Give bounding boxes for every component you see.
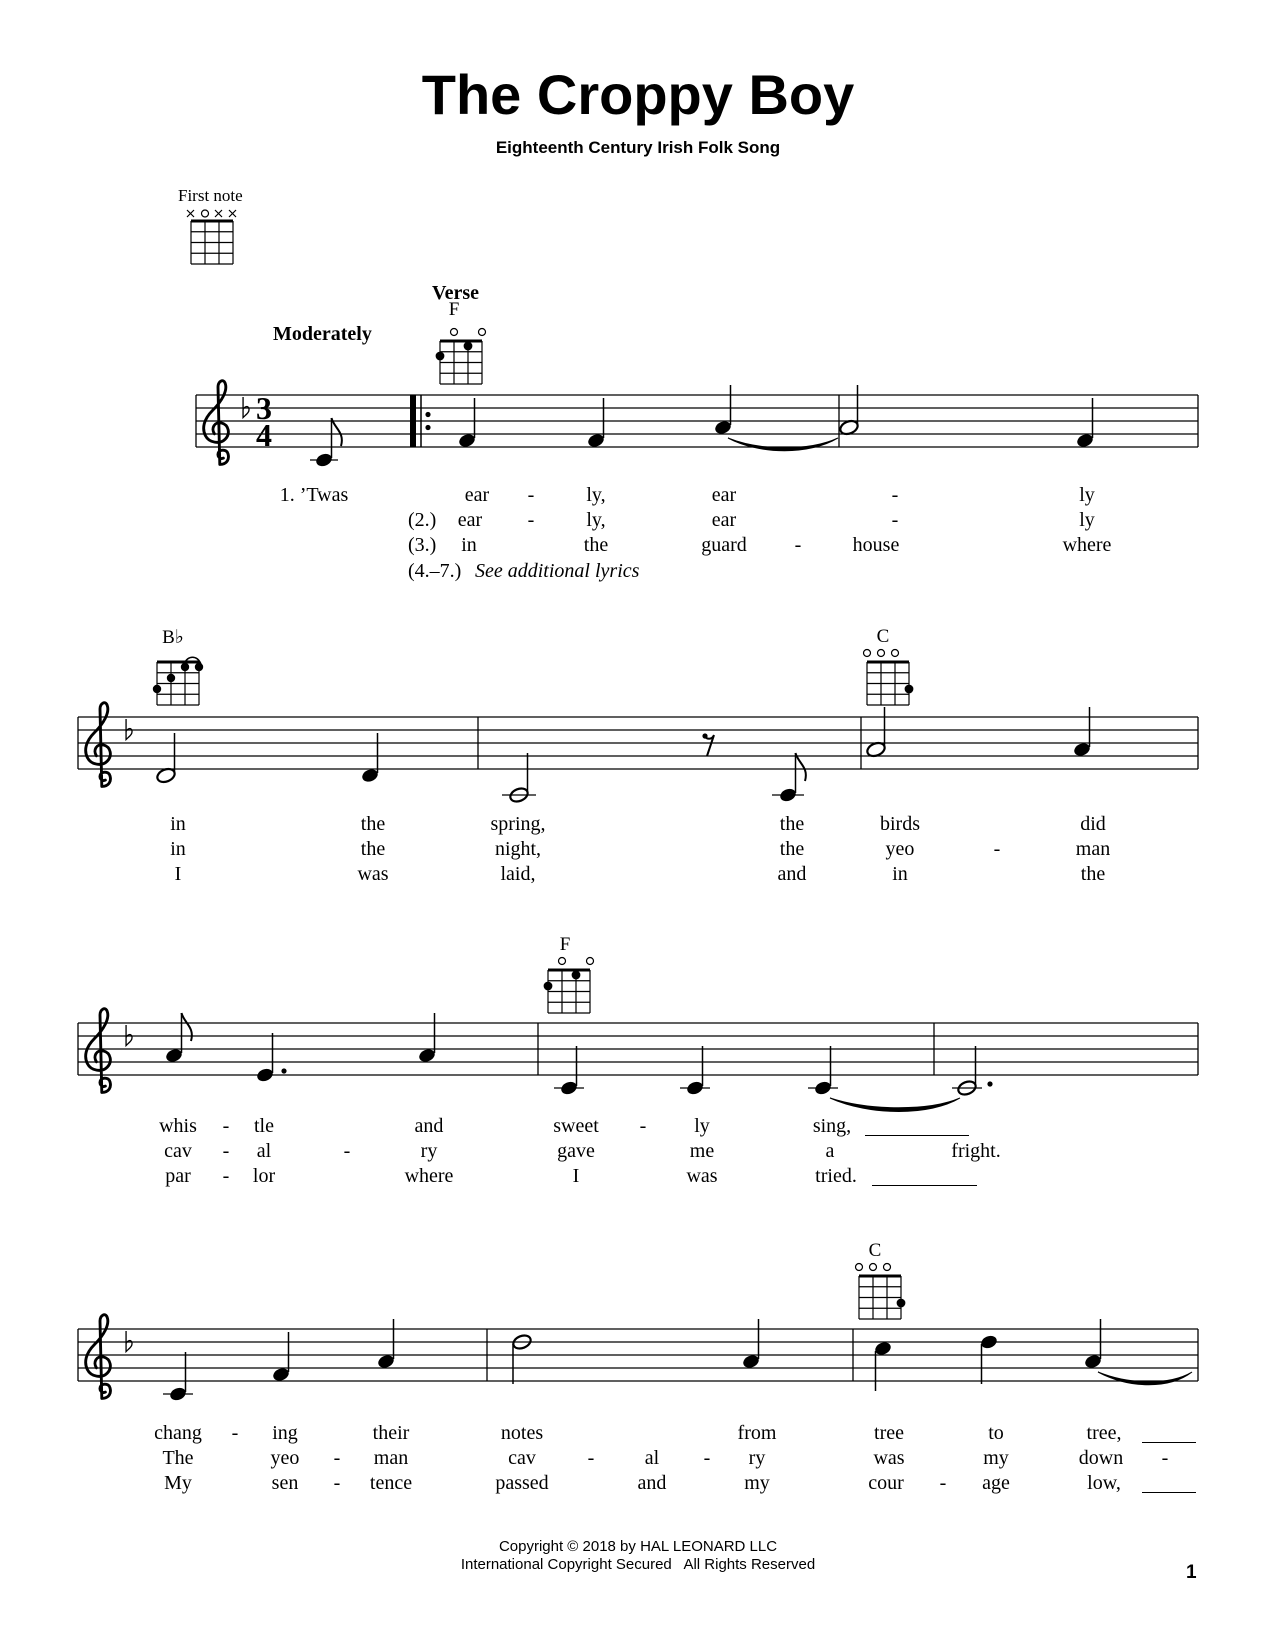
lyric-syllable: tree,	[1086, 1422, 1122, 1444]
lyric-syllable: ry	[748, 1447, 766, 1469]
lyric-hyphen: -	[527, 484, 535, 506]
lyric-extender-line	[1142, 1492, 1196, 1493]
lyric-verse-number: (2.)	[408, 509, 437, 531]
lyric-hyphen: -	[891, 509, 899, 531]
lyric-syllable: ear	[711, 509, 737, 531]
lyric-syllable: tle	[254, 1115, 274, 1137]
lyric-syllable: the	[779, 838, 805, 860]
chord-diagram-c	[864, 650, 913, 706]
lyric-syllable: the	[360, 813, 386, 835]
lyric-syllable: in	[461, 534, 477, 556]
lyric-syllable: did	[1080, 813, 1106, 835]
lyric-syllable: I	[572, 1165, 580, 1187]
copyright-footer	[0, 1538, 1276, 1574]
lyric-syllable: par	[165, 1165, 191, 1187]
lyric-syllable: the	[360, 838, 386, 860]
lyric-syllable: al	[256, 1140, 272, 1162]
lyric-syllable: 1. ’Twas	[279, 484, 349, 506]
lyric-syllable: from	[737, 1422, 777, 1444]
lyric-syllable: cav	[508, 1447, 536, 1469]
lyric-syllable: and	[414, 1115, 444, 1137]
lyric-hyphen: -	[222, 1140, 230, 1162]
lyric-syllable: ly	[1079, 509, 1095, 531]
lyric-syllable: ly,	[586, 509, 606, 531]
lyric-syllable: laid,	[500, 863, 536, 885]
lyric-syllable: cour	[868, 1472, 904, 1494]
lyric-syllable: in	[170, 813, 186, 835]
lyric-extender-line	[865, 1135, 969, 1136]
lyric-hyphen: -	[587, 1447, 595, 1469]
lyric-syllable: the	[779, 813, 805, 835]
lyric-hyphen: -	[222, 1165, 230, 1187]
lyric-syllable: I	[174, 863, 182, 885]
first-note-diagram	[187, 210, 236, 264]
lyric-syllable: yeo	[885, 838, 915, 860]
lyric-extender-line	[872, 1185, 977, 1186]
copyright-line: Copyright © 2018 by HAL LEONARD LLC	[498, 1538, 778, 1555]
lyric-hyphen: -	[794, 534, 802, 556]
chord-diagram-f	[544, 958, 593, 1014]
staff-system-1	[196, 381, 1198, 469]
lyric-syllable: ing	[272, 1422, 298, 1444]
staff-system-2	[78, 703, 1198, 804]
lyric-syllable: man	[373, 1447, 409, 1469]
chord-diagram-bflat	[153, 657, 202, 705]
staff-system-3	[78, 1009, 1198, 1112]
lyric-syllable: ly	[1079, 484, 1095, 506]
lyric-hyphen: -	[639, 1115, 647, 1137]
chord-name-c: C	[876, 626, 890, 647]
lyric-syllable: spring,	[490, 813, 546, 835]
lyric-syllable: was	[357, 863, 389, 885]
lyric-syllable: lor	[252, 1165, 276, 1187]
song-title: The Croppy Boy	[421, 63, 855, 126]
lyric-syllable: guard	[701, 534, 747, 556]
section-label: Verse	[432, 282, 480, 304]
lyric-syllable: notes	[500, 1422, 544, 1444]
lyric-syllable: ear	[464, 484, 490, 506]
lyric-syllable: ly	[694, 1115, 710, 1137]
staff-system-4	[78, 1315, 1198, 1403]
lyric-syllable: and	[637, 1472, 667, 1494]
lyric-syllable: the	[1080, 863, 1106, 885]
lyric-syllable: The	[162, 1447, 194, 1469]
lyric-syllable: to	[988, 1422, 1004, 1444]
lyric-syllable: their	[372, 1422, 410, 1444]
lyric-syllable: my	[983, 1447, 1009, 1469]
lyric-hyphen: -	[527, 509, 535, 531]
first-note-label: First note	[178, 186, 243, 205]
lyric-syllable: in	[892, 863, 908, 885]
chord-diagram-f	[436, 329, 485, 385]
lyric-syllable: was	[686, 1165, 718, 1187]
lyric-syllable: me	[689, 1140, 715, 1162]
chord-name-bflat: B♭	[162, 627, 184, 648]
chord-name-f: F	[559, 934, 571, 955]
lyric-syllable: passed	[495, 1472, 549, 1494]
lyric-syllable: My	[164, 1472, 192, 1494]
lyric-hyphen: -	[333, 1447, 341, 1469]
chord-diagram-c	[856, 1264, 905, 1320]
svg-text:3: 3	[256, 390, 272, 426]
lyric-extender-line	[1142, 1442, 1196, 1443]
lyric-syllable: sing,	[812, 1115, 852, 1137]
lyric-hyphen: -	[222, 1115, 230, 1137]
lyric-syllable: and	[777, 863, 807, 885]
page-number: 1	[1186, 1562, 1197, 1583]
lyric-hyphen: -	[993, 838, 1001, 860]
lyric-verse-number: (3.)	[408, 534, 437, 556]
lyric-syllable: sweet	[553, 1115, 599, 1137]
tempo-marking: Moderately	[273, 323, 372, 345]
lyric-syllable: ear	[457, 509, 483, 531]
lyric-syllable: house	[852, 534, 900, 556]
lyric-syllable: my	[744, 1472, 770, 1494]
lyric-syllable: yeo	[270, 1447, 300, 1469]
lyric-syllable: al	[644, 1447, 660, 1469]
lyric-verse-number: (4.–7.)	[408, 560, 462, 582]
lyric-syllable: in	[170, 838, 186, 860]
lyric-syllable: was	[873, 1447, 905, 1469]
lyric-syllable: cav	[164, 1140, 192, 1162]
lyric-hyphen: -	[891, 484, 899, 506]
lyric-hyphen: -	[939, 1472, 947, 1494]
lyric-syllable: man	[1075, 838, 1111, 860]
lyric-syllable: night,	[494, 838, 542, 860]
lyric-syllable: age	[982, 1472, 1010, 1494]
lyric-syllable: chang	[154, 1422, 202, 1444]
rights-line: International Copyright Secured All Rights Reserved	[460, 1556, 816, 1573]
lyric-syllable: tree	[874, 1422, 904, 1444]
lyric-syllable: low,	[1087, 1472, 1121, 1494]
lyric-syllable: where	[404, 1165, 454, 1187]
lyric-hyphen: -	[1161, 1447, 1169, 1469]
lyric-syllable: tried.	[815, 1165, 857, 1187]
lyric-syllable: a	[825, 1140, 835, 1162]
lyric-syllable: tence	[369, 1472, 413, 1494]
lyric-hyphen: -	[343, 1140, 351, 1162]
lyric-syllable: where	[1062, 534, 1112, 556]
svg-text:4: 4	[256, 417, 272, 453]
lyric-syllable: gave	[557, 1140, 595, 1162]
lyric-syllable: ry	[420, 1140, 438, 1162]
lyric-hyphen: -	[703, 1447, 711, 1469]
lyric-syllable: ly,	[586, 484, 606, 506]
lyric-syllable: whis	[159, 1115, 197, 1137]
lyric-hyphen: -	[231, 1422, 239, 1444]
additional-lyrics-note: See additional lyrics	[475, 560, 640, 582]
song-subtitle: Eighteenth Century Irish Folk Song	[495, 138, 781, 157]
lyric-syllable: birds	[880, 813, 920, 835]
chord-name-f: F	[448, 299, 460, 320]
chord-name-c: C	[868, 1240, 882, 1261]
lyric-syllable: the	[583, 534, 609, 556]
lyric-hyphen: -	[333, 1472, 341, 1494]
lyric-syllable: down	[1078, 1447, 1124, 1469]
lyric-syllable: fright.	[951, 1140, 1001, 1162]
lyric-syllable: sen	[271, 1472, 299, 1494]
lyric-syllable: ear	[711, 484, 737, 506]
